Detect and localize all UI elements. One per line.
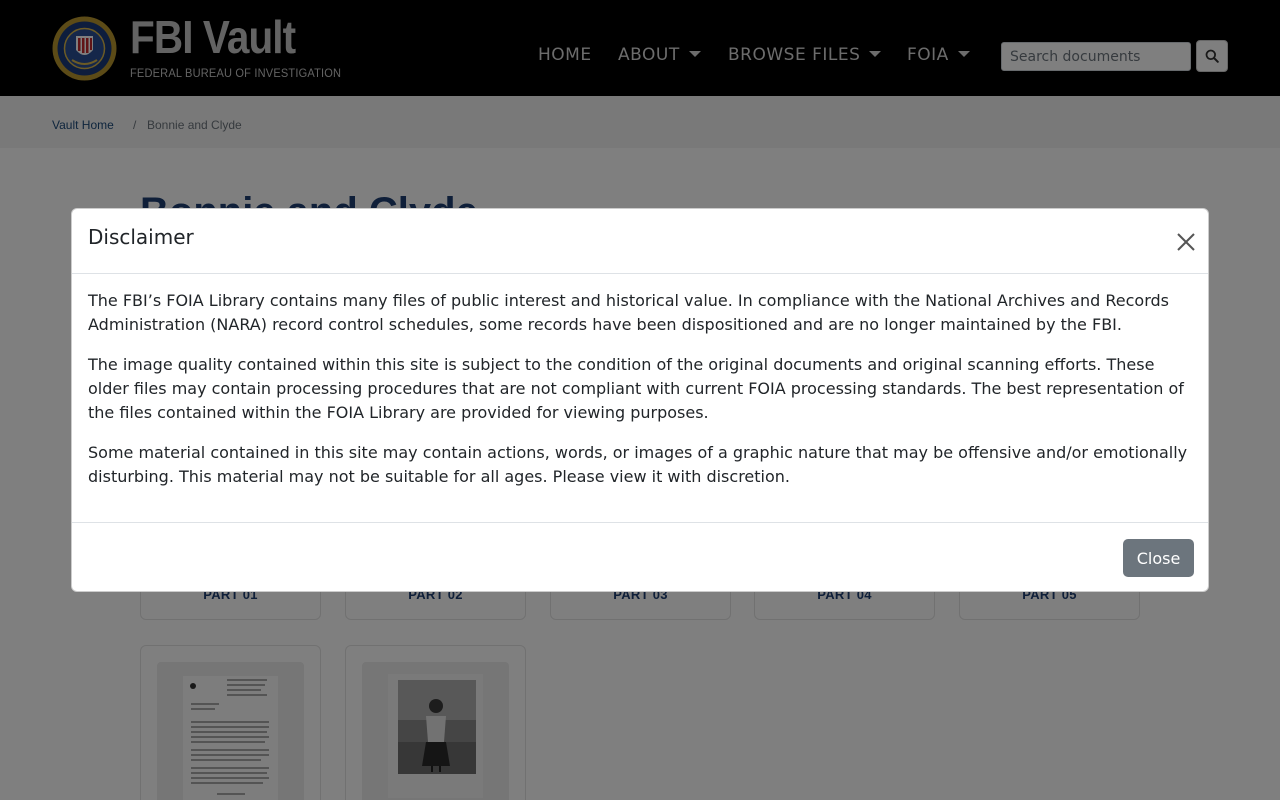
close-button[interactable]: Close (1123, 539, 1194, 577)
disclaimer-paragraph: The FBI’s FOIA Library contains many files of public interest and historical value. In compliance with the National Archives and Records Administration (NARA) record control schedules, some records have been dispositioned and are no longer maintained by the FBI. (88, 291, 1169, 334)
disclaimer-paragraph: The image quality contained within this site is subject to the condition of the original documents and original scanning efforts. These older files may contain processing procedures that are not compliant with current FOIA processing standards. The best representation of the files contained within the FOIA Library are provided for viewing purposes. (88, 355, 1184, 422)
disclaimer-modal (71, 208, 1209, 592)
modal-footer (72, 522, 1208, 592)
disclaimer-paragraph: Some material contained in this site may contain actions, words, or images of a graphic nature that may be offensive and/or emotionally disturbing. This material may not be suitable for all ages. Please view it with discretion. (88, 443, 1188, 486)
modal-title: Disclaimer (88, 225, 194, 249)
modal-body (88, 289, 1194, 505)
modal-header (72, 209, 1208, 274)
close-icon[interactable] (1175, 231, 1197, 253)
